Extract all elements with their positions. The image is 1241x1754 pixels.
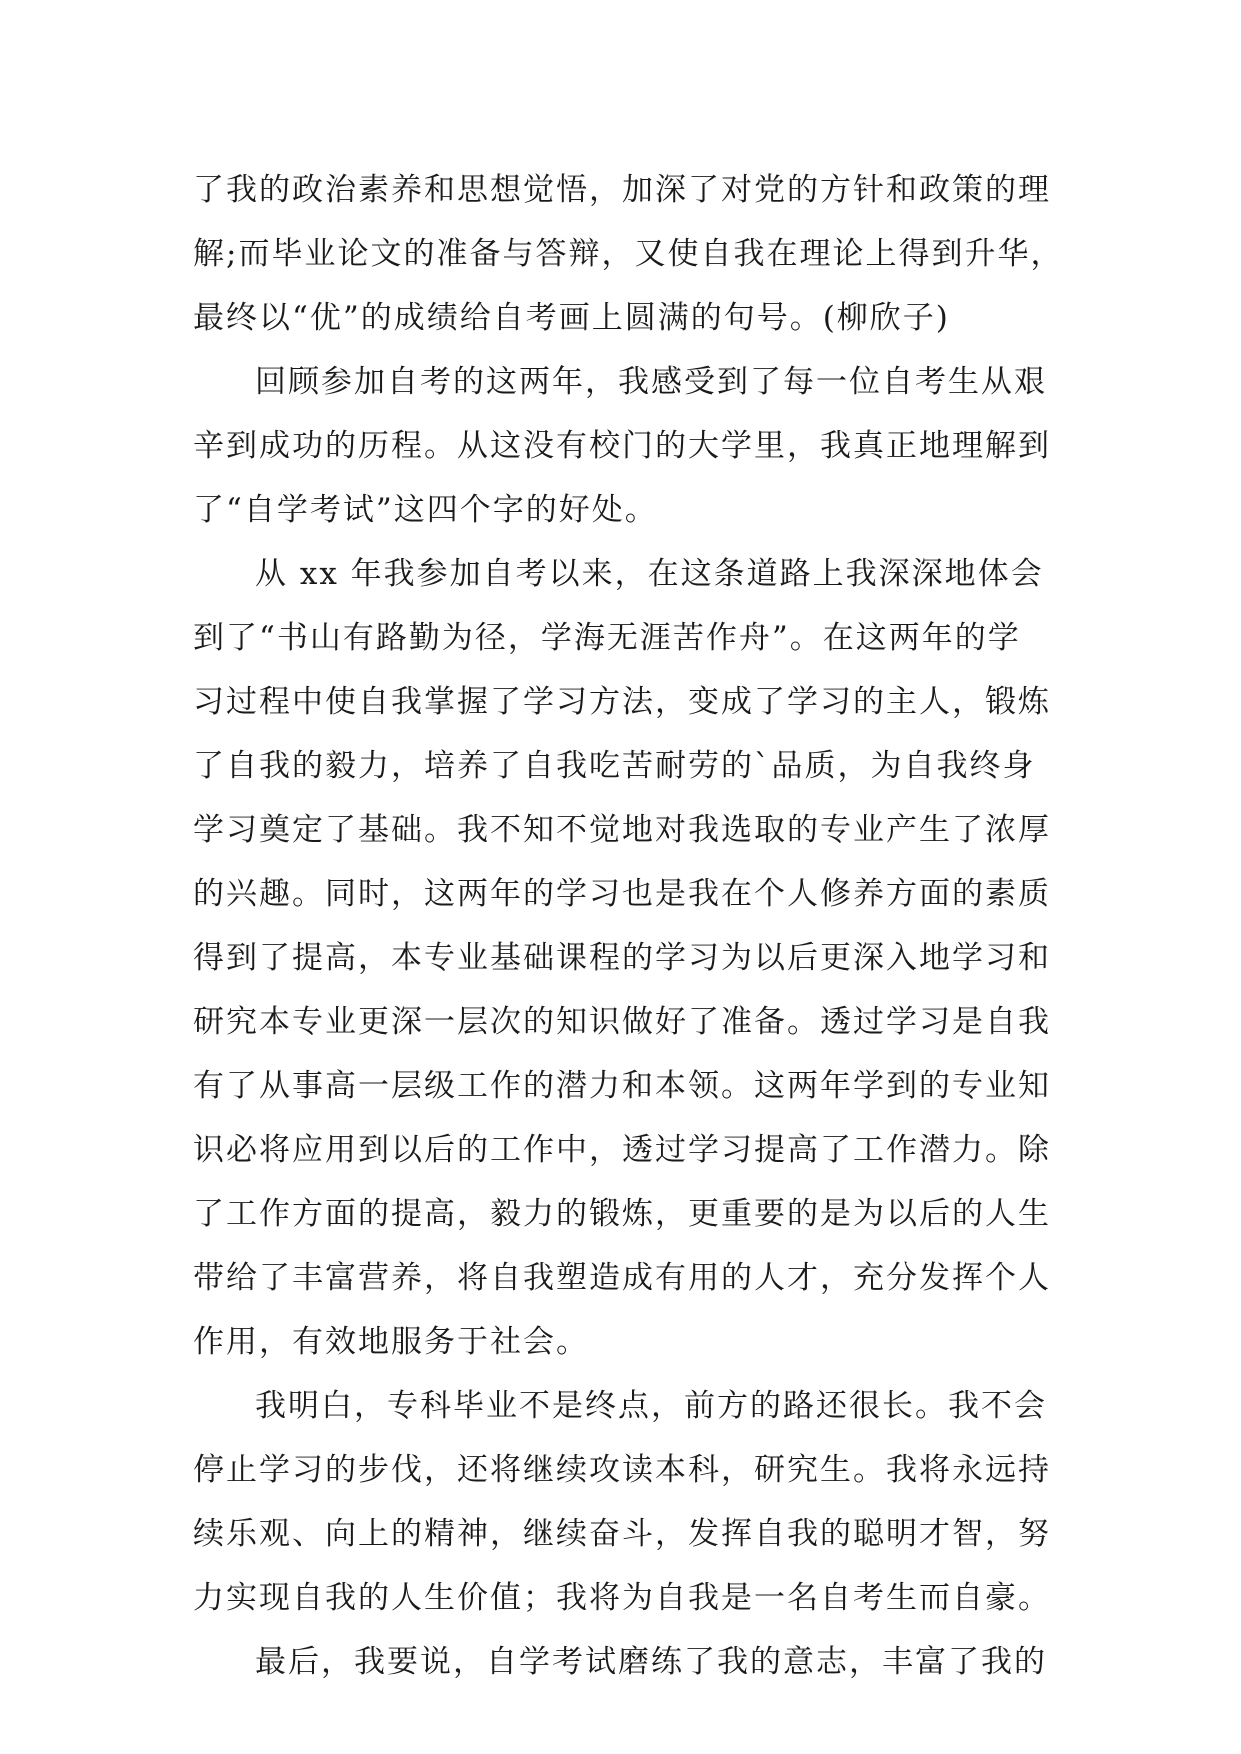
text-line: 了我的政治素养和思想觉悟，加深了对党的方针和政策的理 <box>193 172 1051 208</box>
text-line: 最终以“优”的成绩给自考画上圆满的句号。(柳欣子) <box>193 300 950 336</box>
text-line: 学习奠定了基础。我不知不觉地对我选取的专业产生了浓厚 <box>193 812 1051 848</box>
document-body <box>193 158 1073 1694</box>
paragraph-first-line: 我明白，专科毕业不是终点，前方的路还很长。我不会 <box>255 1388 1047 1424</box>
text-line: 得到了提高，本专业基础课程的学习为以后更深入地学习和 <box>193 940 1051 976</box>
text-line: 了“自学考试”这四个字的好处。 <box>193 492 658 528</box>
paragraph-first-line: 回顾参加自考的这两年，我感受到了每一位自考生从艰 <box>255 364 1047 400</box>
text-line: 作用，有效地服务于社会。 <box>193 1324 589 1360</box>
text-line: 解;而毕业论文的准备与答辩，又使自我在理论上得到升华， <box>193 236 1064 272</box>
text-line: 辛到成功的历程。从这没有校门的大学里，我真正地理解到 <box>193 428 1051 464</box>
text-line: 到了“书山有路勤为径，学海无涯苦作舟”。在这两年的学 <box>193 620 1021 656</box>
text-line: 力实现自我的人生价值；我将为自我是一名自考生而自豪。 <box>193 1580 1051 1616</box>
text-line: 了工作方面的提高，毅力的锻炼，更重要的是为以后的人生 <box>193 1196 1051 1232</box>
paragraph-first-line: 从 xx 年我参加自考以来，在这条道路上我深深地体会 <box>255 556 1044 592</box>
text-line: 续乐观、向上的精神，继续奋斗，发挥自我的聪明才智，努 <box>193 1516 1051 1552</box>
text-line: 有了从事高一层级工作的潜力和本领。这两年学到的专业知 <box>193 1068 1051 1104</box>
text-line: 习过程中使自我掌握了学习方法，变成了学习的主人，锻炼 <box>193 684 1051 720</box>
text-line: 研究本专业更深一层次的知识做好了准备。透过学习是自我 <box>193 1004 1051 1040</box>
text-line: 的兴趣。同时，这两年的学习也是我在个人修养方面的素质 <box>193 876 1051 912</box>
text-line: 识必将应用到以后的工作中，透过学习提高了工作潜力。除 <box>193 1132 1051 1168</box>
text-line: 了自我的毅力，培养了自我吃苦耐劳的`品质，为自我终身 <box>193 748 1036 784</box>
text-line: 停止学习的步伐，还将继续攻读本科，研究生。我将永远持 <box>193 1452 1051 1488</box>
paragraph-first-line: 最后，我要说，自学考试磨练了我的意志，丰富了我的 <box>255 1644 1047 1680</box>
text-line: 带给了丰富营养，将自我塑造成有用的人才，充分发挥个人 <box>193 1260 1051 1296</box>
